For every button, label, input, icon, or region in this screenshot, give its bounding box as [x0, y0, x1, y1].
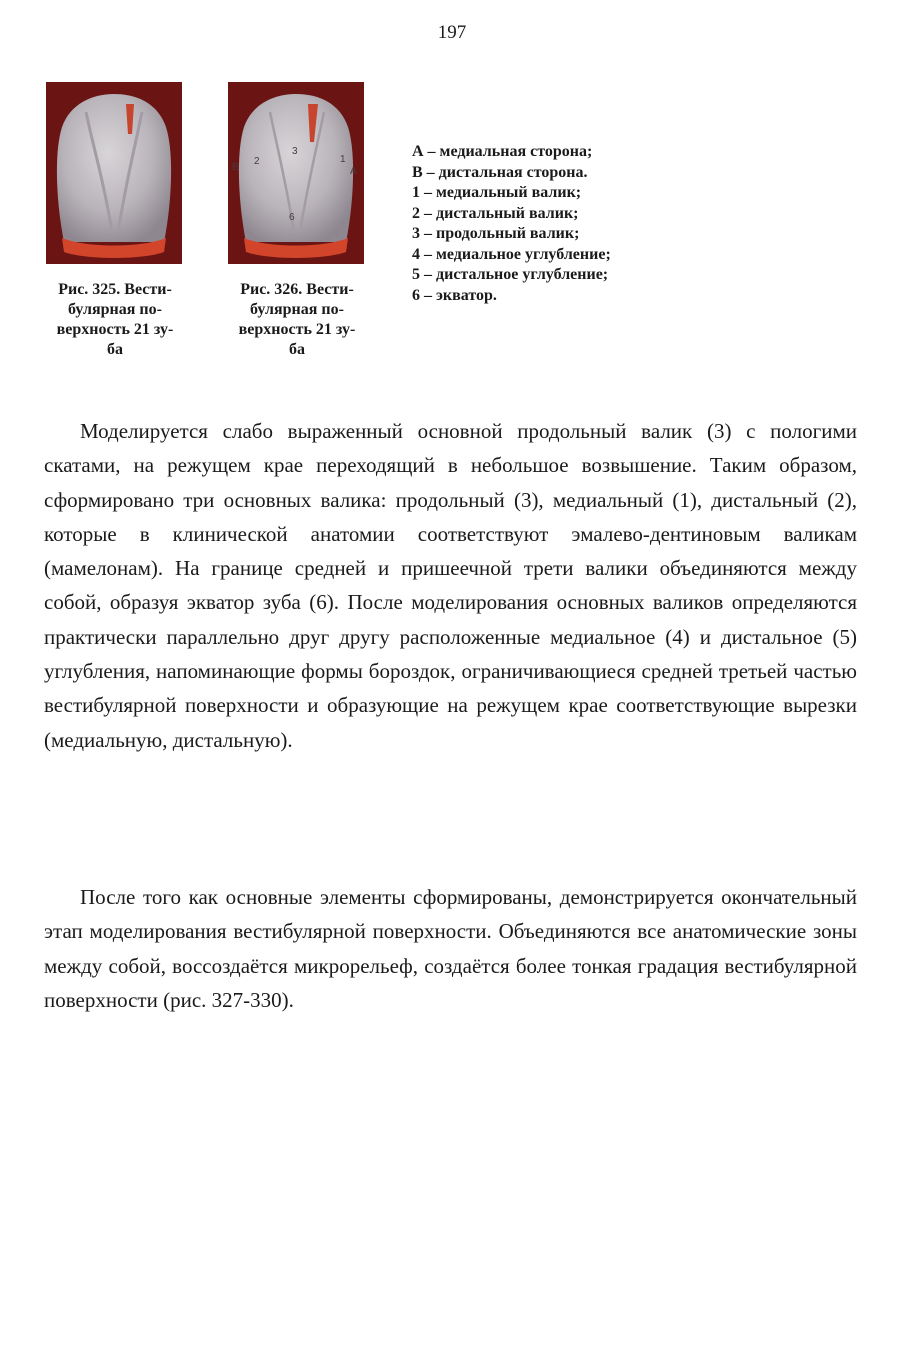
caption-line: верхность 21 зу- — [56, 321, 174, 338]
legend-item: 6 – экватор. — [412, 286, 497, 304]
label-3: 3 — [292, 146, 298, 157]
figure-legend — [412, 142, 611, 306]
page-number: 197 — [437, 22, 467, 43]
legend-item: 3 – продольный валик; — [412, 225, 580, 242]
caption-fig-325 — [30, 280, 200, 360]
caption-line: булярная по- — [68, 301, 162, 318]
legend-item: А – медиальная сторона; — [412, 143, 593, 160]
label-2: 2 — [254, 156, 260, 167]
caption-line: ба — [289, 341, 305, 358]
legend-item: 1 – медиальный валик; — [412, 184, 582, 201]
body-paragraph: Моделируется слабо выраженный основной продольный валик (3) с пологими скатами, на режущем крае переходящий в небольшое возвышение. Таким образом, сформировано три основных валика: продольный (3), медиальный (1), дистальный (2), которые в клинической анатомии соответствуют эмалево-дентиновым валикам (мамелонам). На границе средней и пришеечной трети валики объединяются между собой, образуя экватор зуба (6). После моделирования основных валиков определяются практически параллельно друг другу расположенные медиальное (4) и дистальное (5) углубления, напоминающие формы бороздок, ограничивающиеся средней третьей частью вестибулярной поверхности и образующие на режущем крае соответствующие вырезки (медиальную, дистальную). — [44, 419, 857, 752]
legend-item: 5 – дистальное углубление; — [412, 266, 609, 283]
legend-item: 2 – дистальный валик; — [412, 204, 579, 222]
label-1: 1 — [340, 154, 346, 165]
tooth-photo-fig-326 — [228, 82, 364, 264]
caption-line: булярная по- — [250, 301, 344, 318]
legend-item: В – дистальная сторона. — [412, 163, 588, 181]
caption-fig-326 — [212, 280, 382, 360]
caption-line: верхность 21 зу- — [238, 321, 356, 338]
legend-item: 4 – медиальное углубление; — [412, 245, 611, 263]
label-a: A — [350, 166, 357, 177]
caption-line: Рис. 326. Вести- — [240, 281, 354, 298]
label-b: B — [232, 162, 239, 173]
body-paragraph: После того как основные элементы сформированы, демонстрируется окончательный этап моделирования вестибулярной поверхности. Объединяются все анатомические зоны между собой, воссоздаётся микрорельеф, создаётся более тонкая градация вестибулярной поверхности (рис. 327-330). — [44, 885, 857, 1012]
tooth-photo-fig-325 — [46, 82, 182, 264]
caption-line: Рис. 325. Вести- — [58, 281, 172, 298]
caption-line: ба — [107, 341, 123, 358]
label-6: 6 — [289, 212, 295, 223]
